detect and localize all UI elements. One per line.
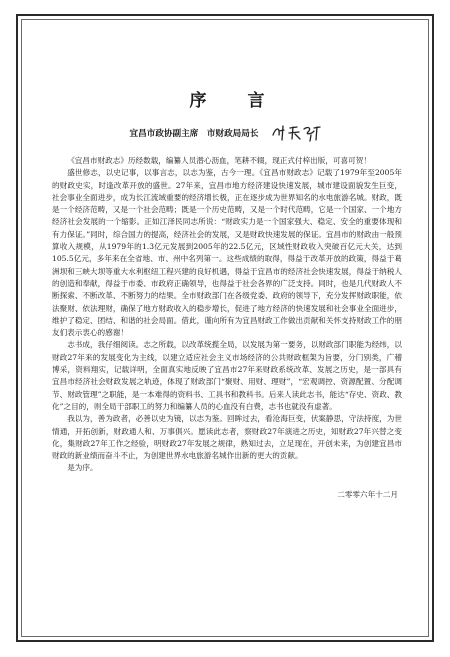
byline [52, 123, 402, 143]
handwritten-signature [270, 123, 324, 143]
page-title: 序 言 [189, 91, 277, 111]
paragraph-1: 《宜昌市财政志》历经数载，编纂人员潜心沥血，笔耕不辍，现正式付梓出版，可喜可贺！ [67, 156, 371, 165]
document-page [52, 86, 402, 500]
paragraph-closing: 是为序。 [67, 463, 98, 473]
author-title: 宜昌市政协副主席 市财政局局长 [129, 129, 259, 139]
paragraph-2: 盛世修志，以史记事，以事言志，以志为鉴，古今一理。《宜昌市财政志》记载了1979年至2005年的财政史实，时逢改革开放的盛世。27年来，宜昌市地方经济建设快速发展，城市建设面貌发生巨变，社会事业全面进步，成为长江流域重要的经济增长极，正在逐步成为世界知名的水电旅游名城。财政，既是一个经济范畴，又是一个社会范畴；既是一个历史范畴，又是一个时代范畴，它是一个国家、一个地方经济社会发展的一个缩影。正如江泽民同志所说：“财政实力是一个国家强大、稳定、安全的重要体现和有力保证。”同时，综合国力的提高，经济社会的发展，又是财政快速发展的保证。宜昌市的财政由一般预算收入规模，从1979年的1.3亿元发展到2005年的22.5亿元，区域性财政收入突破百亿元大关，达到105.5亿元，多年来在全省地、市、州中名列第一。这些成绩的取得，得益于改革开放的政策，得益于葛洲坝和三峡大坝等重大水利枢纽工程兴建的良好机遇，得益于宜昌市的经济社会快速发展，得益于纳税人的创造和奉献，得益于市委、市政府正确领导，也得益于社会各界的广泛支持。同时，也是几代财政人不断探索、不断改革、不断努力的结果。全市财政部门在各级党委、政府的领导下，充分发挥财政职能，依法聚财、依法理财，确保了地方财政收入的稳步增长，促进了地方经济的快速发展和社会事业全面进步，维护了稳定、团结、和谐的社会局面。借此，谨向所有为宜昌财政工作做出贡献和关怀支持财政工作的朋友们表示衷心的感谢！ [52, 168, 402, 338]
paragraph-4: 我以为，善为政者，必善以史为镜，以志为鉴。回眸过去，看沧海巨变，伏案静思，守法持度，为世情通，开拓创新，财政通人和、万事俱兴。愿读此志者，察财政27年演进之历史，知财政27年兴替之变化，集财政27年工作之经验，明财政27年发展之规律，熟知过去，立足现在，开创未来，为创建宜昌市财政的新业绩而奋斗不止，为创建世界水电旅游名城作出新的更大的贡献。 [52, 414, 402, 461]
document-date: 二零零六年十二月 [337, 489, 398, 499]
paragraph-3: 志书成，我仔细阅读。志之所载，以改革统揽全局，以发展为第一要务，以财政部门职能为经纬，以财政27年来的发展变化为主线，以建立适应社会主义市场经济的公共财政框架为旨要，分门别类，广稽博采，资料翔实，记载详明，全面真实地反映了宜昌市27年来财政系统改革、发展之历史，是一部具有宜昌市经济社会财政发展之轨迹，体现了财政部门“聚财、用财、理财”，“宏观调控、资源配置、分配调节、财政管理”之职能，是一本难得的资料书、工具书和教科书。后来人读此志书，能达“存史、资政、教化”之目的，则全局干部职工的努力和编纂人员的心血没有白费，志书也就没有虚著。 [52, 340, 402, 411]
preface-body [52, 155, 402, 475]
